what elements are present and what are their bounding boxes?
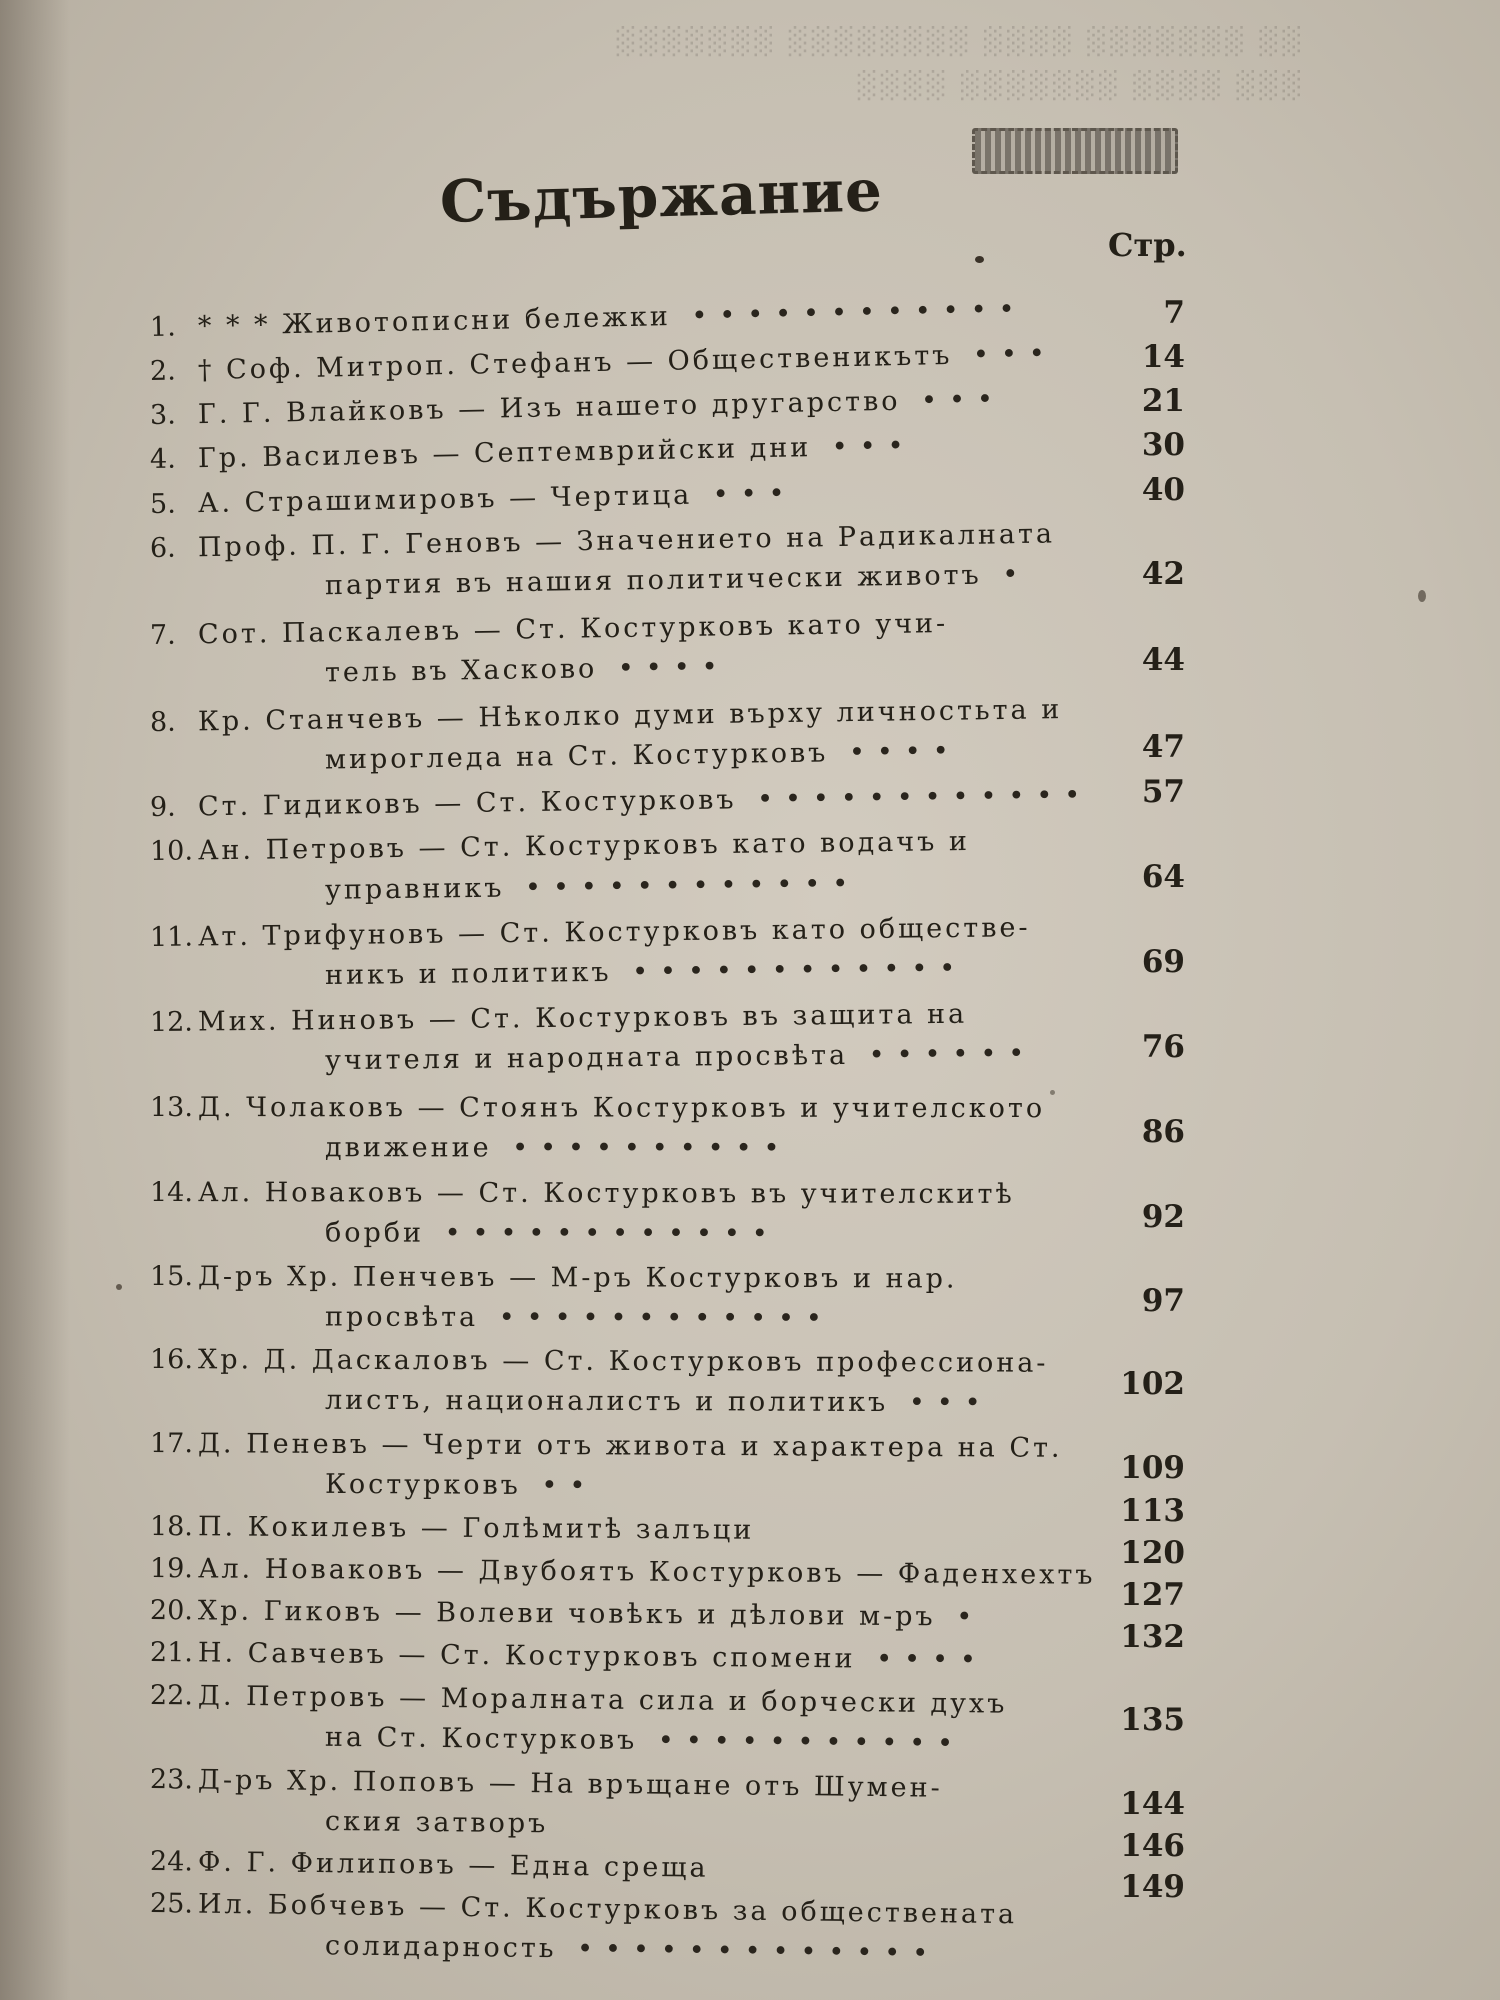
leader-dots: •••••••••••• xyxy=(611,952,968,988)
toc-page-number: 144 xyxy=(1120,1786,1185,1822)
toc-entry-line xyxy=(150,1261,1080,1296)
toc-entry-text: ския затворъ xyxy=(324,1805,549,1840)
toc-entry-line xyxy=(150,912,1080,954)
toc-entry-text: Хр. Гиковъ — Волеви човѣкъ и дѣлови м-ръ xyxy=(197,1595,936,1633)
leader-dots: • xyxy=(981,558,1031,591)
toc-entry-text: Хр. Д. Даскаловъ — Ст. Костурковъ профессиона- xyxy=(197,1344,1049,1379)
toc-page-number: 42 xyxy=(1141,556,1185,592)
toc-entry-text: никъ и политикъ xyxy=(324,956,612,992)
leader-dots: •••••••••••• xyxy=(670,293,1027,333)
toc-entry-text: Проф. П. Г. Геновъ — Значението на Радикалната xyxy=(197,518,1056,564)
toc-entry-text: Ст. Гидиковъ — Ст. Костурковъ xyxy=(197,784,737,823)
toc-entry-line xyxy=(150,1637,1080,1677)
toc-entry-text: Костурковъ xyxy=(324,1468,521,1501)
toc-entry-line xyxy=(150,825,1080,868)
toc-entry-number: 22. xyxy=(149,1680,194,1712)
toc-entry-number: 19. xyxy=(149,1553,194,1585)
toc-page-number: 149 xyxy=(1120,1869,1185,1905)
toc-entry-line xyxy=(150,1511,1080,1549)
toc-entry-number: 2. xyxy=(149,355,177,387)
toc-entry-line xyxy=(150,293,1080,344)
toc-entry-number: 12. xyxy=(149,1006,194,1038)
toc-entry-text: Ил. Бобчевъ — Ст. Костурковъ за обществената xyxy=(197,1888,1018,1931)
toc-entry-text: Д-ръ Хр. Поповъ — На връщане отъ Шумен- xyxy=(197,1764,943,1804)
leader-dots: ••• xyxy=(888,1387,993,1419)
toc-page-number: 7 xyxy=(1163,295,1185,331)
page-title: Съдържание xyxy=(439,156,884,236)
toc-page-number: 120 xyxy=(1120,1535,1185,1571)
toc-entry-number: 7. xyxy=(149,619,176,651)
toc-entry-text: Мих. Ниновъ — Ст. Костурковъ въ защита на xyxy=(197,998,968,1038)
toc-entry-number: 9. xyxy=(149,791,176,823)
toc-page-number: 64 xyxy=(1141,859,1185,895)
toc-entry-text: мирогледа на Ст. Костурковъ xyxy=(324,737,829,776)
paper-speck xyxy=(975,256,984,263)
toc-page-number: 21 xyxy=(1141,383,1185,419)
toc-entry-line xyxy=(149,779,1093,824)
toc-entry-continuation xyxy=(150,1804,1255,1848)
toc-entry-text: Д-ръ Хр. Пенчевъ — М-ръ Костурковъ и нар. xyxy=(197,1261,958,1295)
toc-entry-line xyxy=(150,1846,1080,1889)
toc-page-number: 14 xyxy=(1141,339,1185,375)
leader-dots: •••••••••••• xyxy=(478,1302,834,1335)
leader-dots: ••• xyxy=(691,477,797,511)
toc-entry-continuation xyxy=(150,1132,1255,1165)
toc-entry-text: Г. Г. Влайковъ — Изъ нашето другарство xyxy=(197,385,901,431)
toc-entry-number: 6. xyxy=(149,532,177,564)
paper-speck xyxy=(1418,590,1426,602)
toc-entry-text: на Ст. Костурковъ xyxy=(324,1721,638,1756)
toc-entry-text: Д. Петровъ — Моралната сила и борчески духъ xyxy=(197,1680,1008,1720)
toc-page-number: 40 xyxy=(1141,472,1185,508)
toc-entry-text: учителя и народната просвѣта xyxy=(324,1039,849,1077)
toc-page-number: 57 xyxy=(1141,774,1185,810)
toc-entry-continuation xyxy=(150,1301,1255,1336)
leader-dots: •••••••••• xyxy=(491,1132,792,1164)
toc-entry-text: борби xyxy=(324,1217,425,1249)
toc-entry-continuation xyxy=(150,731,1255,779)
toc-entry-text: просвѣта xyxy=(324,1301,479,1334)
toc-entry-number: 4. xyxy=(149,443,177,475)
show-through-text: ░░ ░░░░░░░ ░░░░ ░░░░░░░░ ░░░░░░░ ░░░ ░░░░ ░░░░░░░ ░░░░ xyxy=(611,27,1300,101)
leader-dots: • xyxy=(935,1601,985,1633)
toc-entry-number: 13. xyxy=(149,1092,193,1124)
toc-page-number: 92 xyxy=(1141,1199,1185,1235)
toc-entry-line xyxy=(150,694,1080,739)
toc-page-number: 30 xyxy=(1141,427,1185,463)
toc-entry-text: Н. Савчевъ — Ст. Костурковъ спомени xyxy=(197,1637,856,1675)
toc-entry-text: А. Страшимировъ — Чертица xyxy=(197,479,693,520)
toc-entry-number: 1. xyxy=(149,311,177,343)
leader-dots: •••••••••••• xyxy=(424,1217,780,1250)
toc-entry-text: П. Кокилевъ — Голѣмитѣ залъци xyxy=(197,1511,755,1546)
toc-entry-number: 10. xyxy=(149,835,194,867)
toc-entry-number: 25. xyxy=(149,1888,194,1920)
table-of-contents xyxy=(150,0,1350,2000)
toc-entry-continuation xyxy=(150,1036,1255,1079)
toc-entry-number: 18. xyxy=(149,1511,194,1543)
toc-entry-text: управникъ xyxy=(324,872,505,906)
toc-entry-line xyxy=(150,1092,1080,1125)
toc-entry-line xyxy=(150,427,1080,476)
toc-entry-text: листъ, националистъ и политикъ xyxy=(324,1384,889,1419)
leader-dots: •••••••••••• xyxy=(736,779,1093,816)
toc-page-number: 69 xyxy=(1141,944,1185,980)
toc-entry-text: * * * Животописни бележки xyxy=(197,301,672,342)
toc-entry-number: 20. xyxy=(149,1595,194,1627)
toc-entry-text: Ал. Новаковъ — Двубоятъ Костурковъ — Фаденхехтъ xyxy=(197,1553,1096,1591)
toc-entry-text: Ал. Новаковъ — Ст. Костурковъ въ учителскитѣ xyxy=(197,1177,1015,1210)
leader-dots: ••• xyxy=(900,383,1006,417)
toc-entry-continuation xyxy=(150,643,1255,692)
leader-dots: ••• xyxy=(810,430,916,464)
toc-entry-text: партия въ нашия политически животъ xyxy=(324,559,982,602)
toc-entry-line xyxy=(149,1553,1096,1592)
toc-entry-continuation xyxy=(150,1384,1255,1421)
toc-entry-text: Д. Чолаковъ — Стоянъ Костурковъ и учителското xyxy=(197,1092,1046,1125)
leader-dots: •••••• xyxy=(847,1038,1037,1071)
toc-entry-number: 8. xyxy=(149,706,176,738)
toc-entry-number: 15. xyxy=(149,1261,194,1293)
toc-entry-text: Ат. Трифуновъ — Ст. Костурковъ като обществе- xyxy=(197,912,1031,953)
toc-entry-line xyxy=(150,606,1080,652)
toc-entry-line xyxy=(150,382,1080,432)
paper-speck xyxy=(1050,1090,1055,1095)
toc-entry-line xyxy=(150,1680,1080,1721)
toc-entry-number: 24. xyxy=(149,1846,194,1878)
leader-dots: •••• xyxy=(597,651,730,685)
leader-dots: •• xyxy=(520,1469,598,1502)
toc-entry-number: 5. xyxy=(149,488,177,520)
leader-dots: ••• xyxy=(952,337,1058,372)
toc-entry-line xyxy=(150,1177,1080,1211)
toc-entry-text: движение xyxy=(324,1132,492,1164)
leader-dots: ••••••••••• xyxy=(637,1724,966,1760)
toc-page-number: 47 xyxy=(1141,729,1185,765)
toc-entry-text: Д. Пеневъ — Черти отъ живота и характера на Ст. xyxy=(197,1428,1063,1464)
toc-entry-text: солидарность xyxy=(324,1930,557,1965)
toc-entry-line xyxy=(150,518,1080,565)
leader-dots: ••••••••••••• xyxy=(556,1933,941,1970)
leader-dots: •••• xyxy=(855,1643,989,1676)
toc-entry-number: 16. xyxy=(149,1344,194,1376)
toc-entry-text: Сот. Паскалевъ — Ст. Костурковъ като учи- xyxy=(197,608,949,651)
leader-dots: •••• xyxy=(828,735,961,769)
toc-entry-continuation xyxy=(150,555,1255,605)
leader-dots: •••••••••••• xyxy=(504,868,861,904)
toc-entry-continuation xyxy=(150,1217,1255,1252)
toc-entry-number: 14. xyxy=(149,1177,193,1209)
toc-entry-text: тель въ Хасково xyxy=(324,653,598,689)
toc-page-number: 76 xyxy=(1141,1029,1185,1065)
toc-entry-number: 17. xyxy=(149,1428,194,1460)
toc-page-number: 146 xyxy=(1120,1828,1185,1864)
toc-page-number: 132 xyxy=(1120,1619,1185,1655)
toc-entry-line xyxy=(150,1764,1080,1806)
toc-entry-number: 3. xyxy=(149,399,177,431)
toc-entry-text: Кр. Станчевъ — Нѣколко думи върху личностьта и xyxy=(197,694,1063,738)
toc-entry-text: Ф. Г. Филиповъ — Една среща xyxy=(197,1846,709,1884)
toc-entry-text: † Соф. Митроп. Стефанъ — Общественикътъ xyxy=(197,340,953,387)
toc-entry-number: 21. xyxy=(149,1637,194,1669)
page-column-header: Стр. xyxy=(1108,226,1187,264)
toc-page-number: 135 xyxy=(1120,1702,1185,1738)
toc-entry-continuation xyxy=(150,1928,1255,1974)
toc-entry-number: 11. xyxy=(149,921,194,953)
toc-page-number: 113 xyxy=(1120,1493,1185,1529)
toc-entry-line xyxy=(150,998,1080,1039)
toc-entry-line xyxy=(150,1428,1080,1465)
toc-entry-line xyxy=(150,1595,1080,1634)
toc-page-number: 44 xyxy=(1141,642,1185,678)
toc-entry-continuation xyxy=(150,950,1255,994)
page-gutter-shadow xyxy=(0,0,70,2000)
toc-entry-continuation xyxy=(150,864,1255,909)
toc-entry-line xyxy=(150,1344,1080,1380)
toc-entry-line xyxy=(150,338,1080,388)
toc-entry-text: Ан. Петровъ — Ст. Костурковъ като водачъ и xyxy=(197,825,971,867)
toc-entry-line xyxy=(150,473,1080,521)
toc-page-number: 97 xyxy=(1141,1283,1185,1319)
toc-entry-continuation xyxy=(150,1720,1255,1763)
toc-entry-text: Гр. Василевъ — Септемврийски дни xyxy=(197,432,812,475)
toc-entry-number: 23. xyxy=(149,1764,194,1796)
toc-page-number: 86 xyxy=(1141,1114,1185,1150)
toc-page-number: 127 xyxy=(1120,1577,1185,1613)
toc-entry-line xyxy=(150,1888,1080,1932)
toc-page-number: 102 xyxy=(1120,1366,1185,1402)
paper-speck xyxy=(116,1284,122,1290)
toc-entry-continuation xyxy=(150,1468,1255,1506)
toc-page-number: 109 xyxy=(1120,1450,1185,1486)
